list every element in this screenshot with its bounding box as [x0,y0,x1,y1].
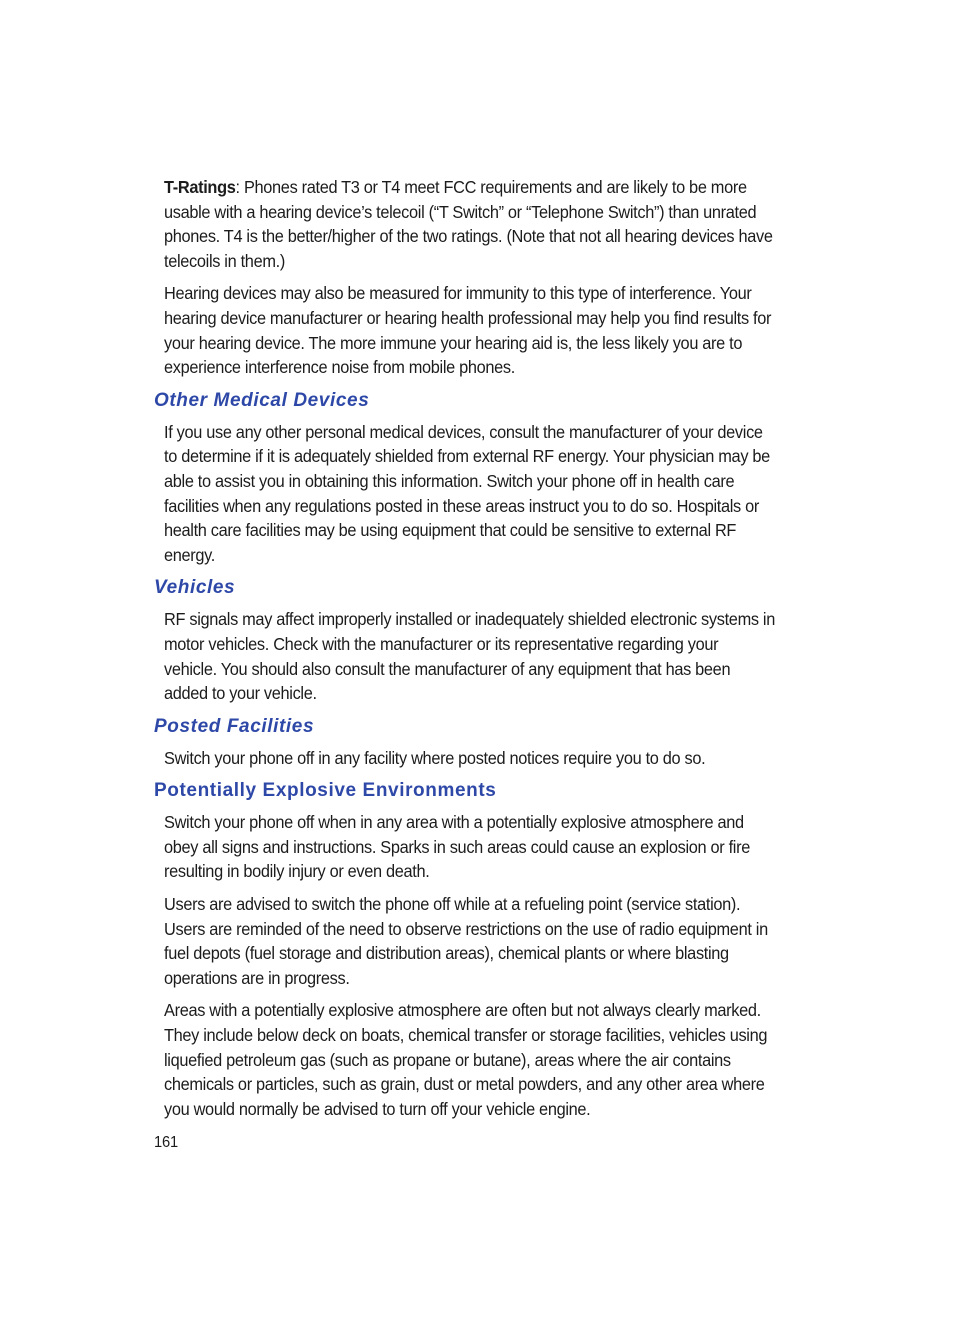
t-ratings-text: : Phones rated T3 or T4 meet FCC requirements and are likely to be more usable with a hearing device’s telecoil (“T Switch” or “Telephone Switch”) than unrated phones. T4 is the better/higher of the two ratings. (Note that not all hearing devices have telecoils in them.) [164,177,773,271]
page-number: 161 [154,1134,179,1151]
heading-posted-facilities: Posted Facilities [154,715,315,737]
other-medical-devices-paragraph: If you use any other personal medical devices, consult the manufacturer of your device to determine if it is adequately shielded from external RF energy. Your physician may be able to assist you in obtaining this information. Switch your phone off in health care facilities when any regulations posted in these areas instruct you to do so. Hospitals or health care facilities may be using equipment that could be sensitive to external RF energy. [164,421,770,565]
heading-other-medical-devices: Other Medical Devices [154,389,370,411]
vehicles-paragraph: RF signals may affect improperly installed or inadequately shielded electronic systems in motor vehicles. Check with the manufacturer or its representative regarding your vehicle. You should also consult the manufacturer of any equipment that has been added to your vehicle. [164,609,775,704]
explosive-environments-paragraph-3: Areas with a potentially explosive atmosphere are often but not always clearly marked. They include below deck on boats, chemical transfer or storage facilities, vehicles using liquefied petroleum gas (such as propane or butane), areas where the air contains chemicals or particles, such as grain, dust or metal powders, and any other area where you would normally be advised to turn off your vehicle engine. [164,1000,768,1119]
page-content [154,175,774,1129]
posted-facilities-paragraph: Switch your phone off in any facility where posted notices require you to do so. [164,747,706,768]
t-ratings-paragraph [164,175,775,273]
heading-potentially-explosive-environments: Potentially Explosive Environments [154,780,497,802]
heading-vehicles: Vehicles [154,577,236,599]
t-ratings-term: T-Ratings [164,177,236,197]
explosive-environments-paragraph-1: Switch your phone off when in any area with a potentially explosive atmosphere and obey all signs and instructions. Sparks in such areas could cause an explosion or fire resulting in bodily injury or even death. [164,812,750,882]
hearing-immunity-paragraph: Hearing devices may also be measured for immunity to this type of interference. Your hearing device manufacturer or hearing health professional may help you find results for your hearing device. The more immune your hearing aid is, the less likely you are to experience interference noise from mobile phones. [164,283,772,378]
explosive-environments-paragraph-2: Users are advised to switch the phone off while at a refueling point (service station). Users are reminded of the need to observe restrictions on the use of radio equipment in fuel depots (fuel storage and distribution areas), chemical plants or where blasting operations are in progress. [164,894,768,988]
